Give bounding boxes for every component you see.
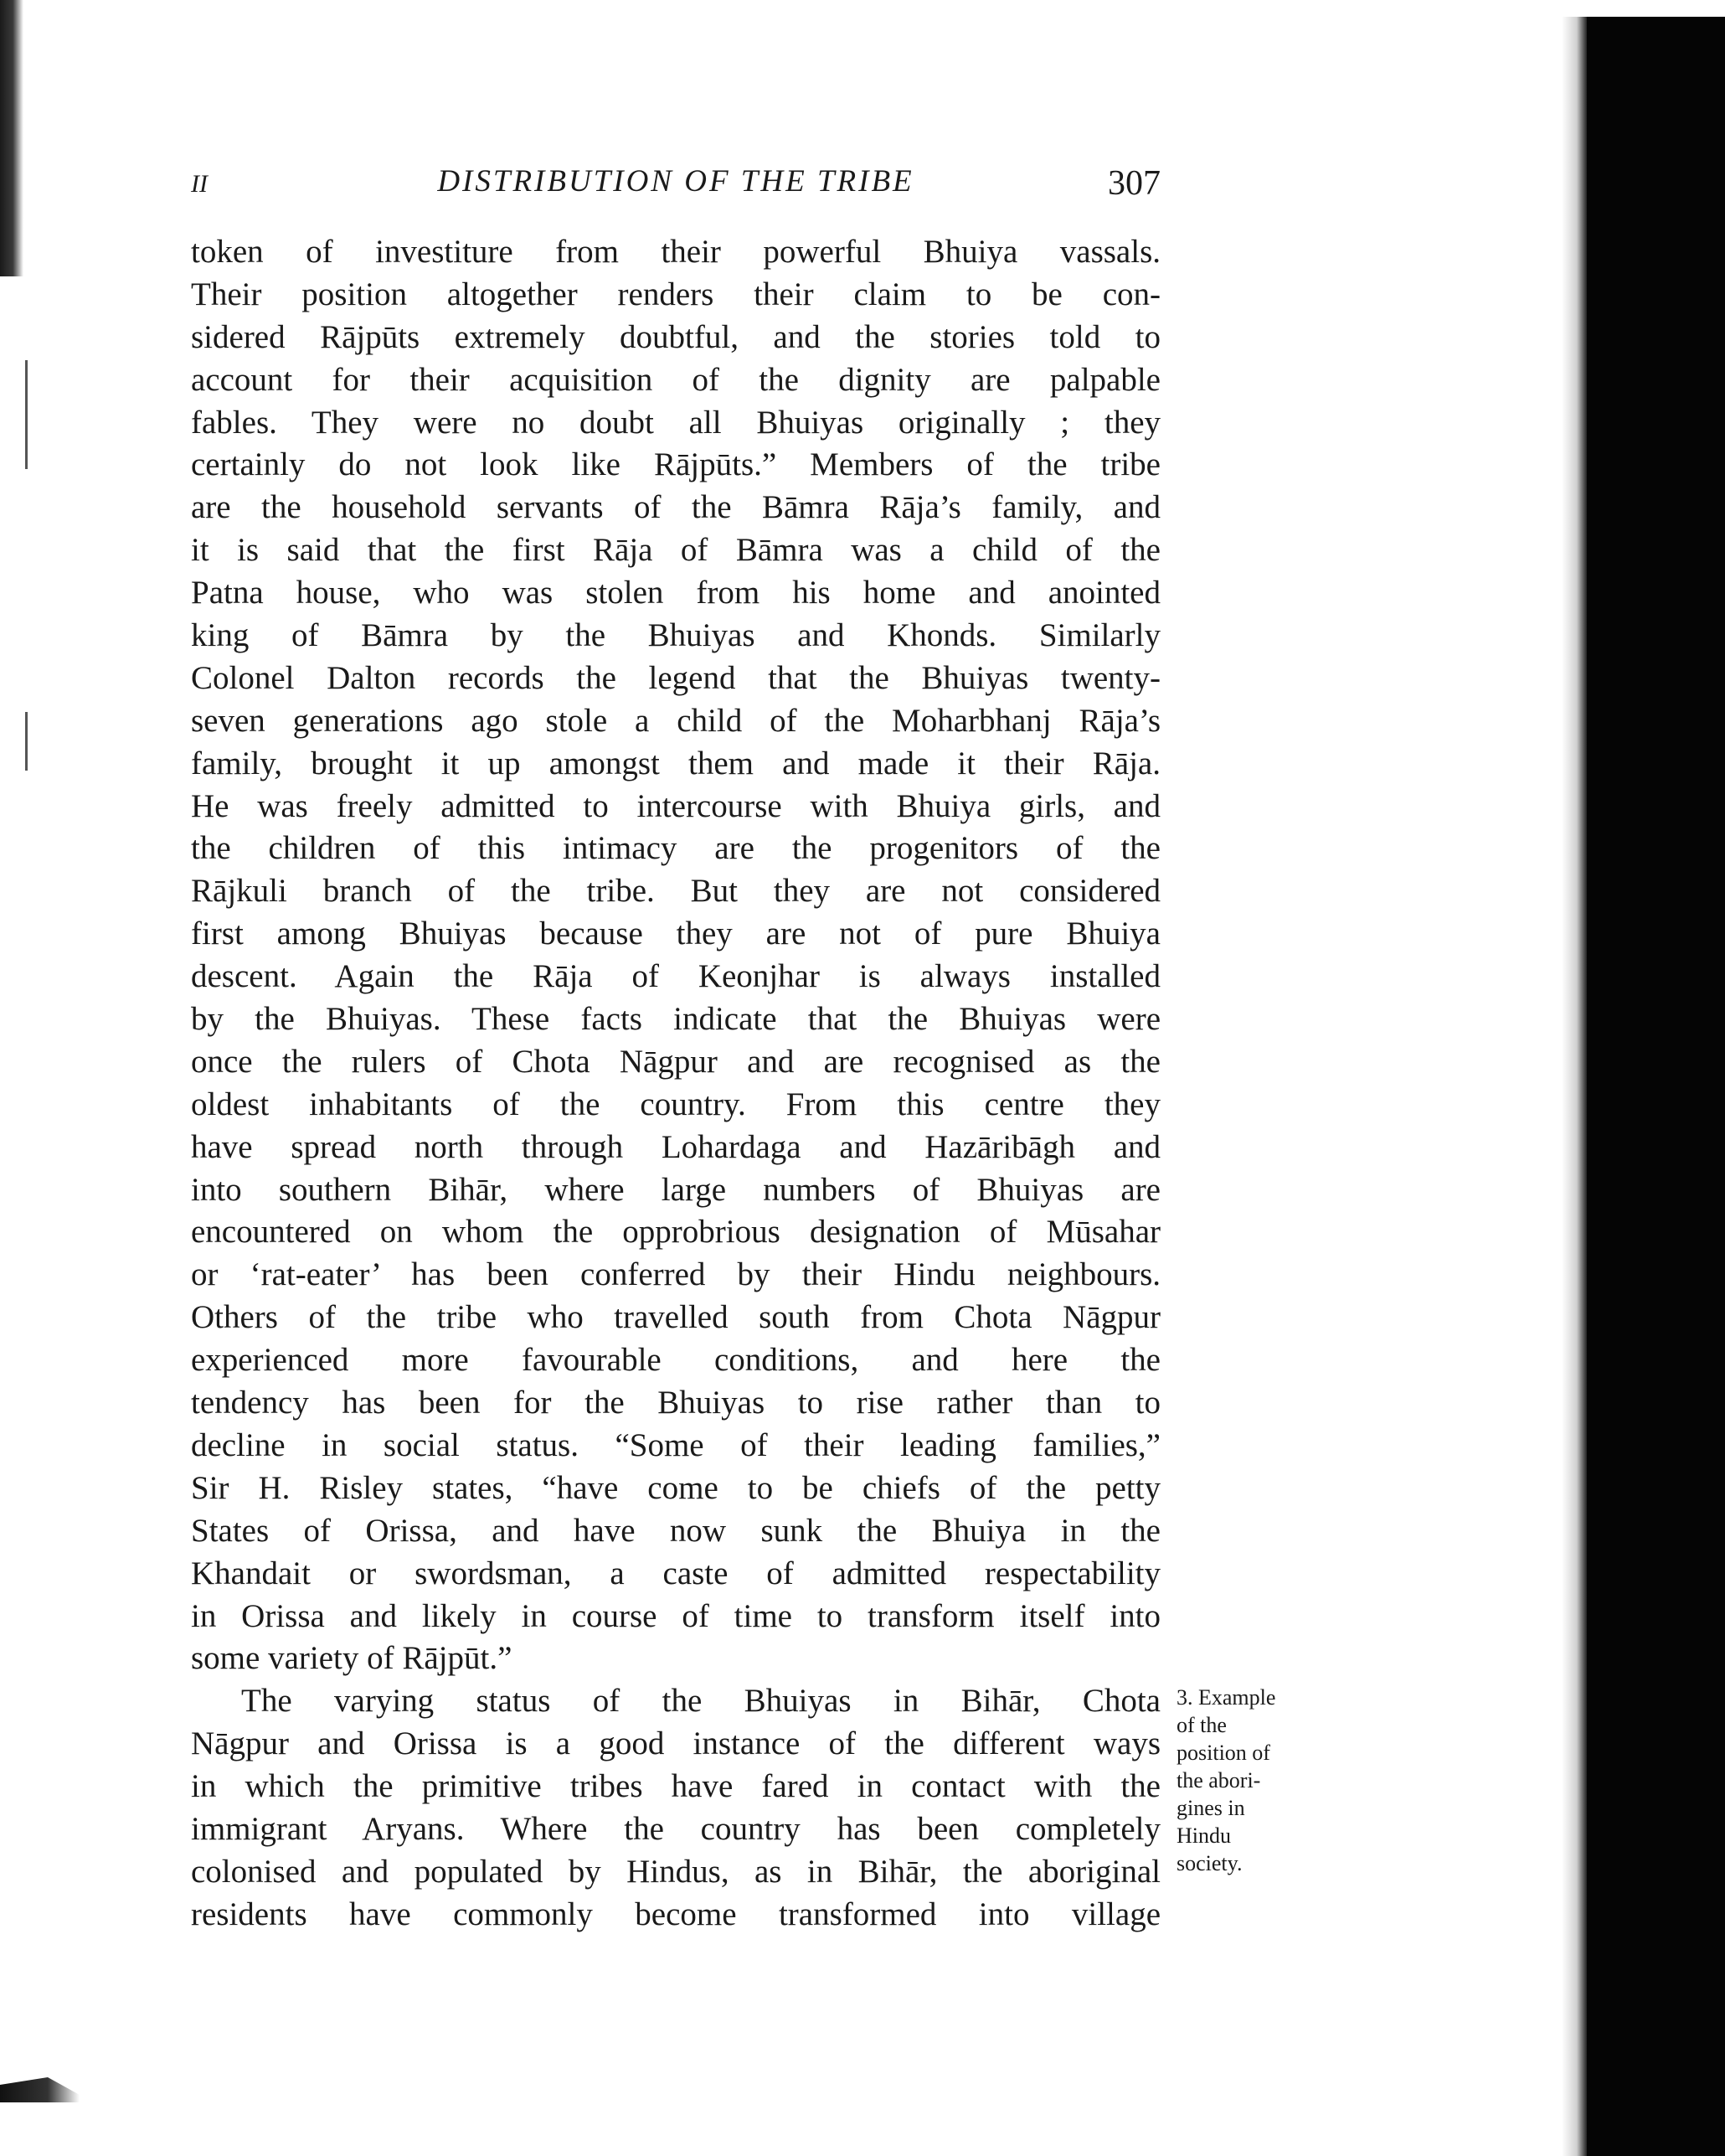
text-line: sidered Rājpūts extremely doubtful, and the stories told to [191, 318, 1161, 355]
text-line: descent. Again the Rāja of Keonjhar is always installed [191, 958, 1161, 995]
text-line: certainly do not look like Rājpūts.” Members of the tribe [191, 446, 1161, 483]
text-line: account for their acquisition of the dignity are palpable [191, 361, 1161, 398]
text-line: by the Bhuiyas. These facts indicate that the Bhuiyas were [191, 1001, 1161, 1038]
text-line: token of investiture from their powerful Bhuiya vassals. [191, 234, 1161, 270]
text-line: it is said that the first Rāja of Bāmra was a child of the [191, 532, 1161, 569]
margin-note-line: the abori- [1177, 1768, 1261, 1792]
text-line: experienced more favourable conditions, and here the [191, 1342, 1161, 1379]
paragraph-start-line: The varying status of the Bhuiyas in Bihār, Chota [241, 1683, 1161, 1720]
text-line: fables. They were no doubt all Bhuiyas originally ; they [191, 404, 1161, 441]
margin-note-line: society. [1177, 1851, 1243, 1875]
text-line: first among Bhuiyas because they are not of pure Bhuiya [191, 916, 1161, 952]
paragraph-end-line: some variety of Rājpūt.” [191, 1640, 512, 1677]
text-line: oldest inhabitants of the country. From this centre they [191, 1086, 1161, 1122]
text-line: Nāgpur and Orissa is a good instance of the different ways [191, 1725, 1161, 1762]
text-line: have spread north through Lohardaga and Hazāribāgh and [191, 1128, 1161, 1165]
text-line: family, brought it up amongst them and made it their Rāja. [191, 745, 1161, 781]
text-line: into southern Bihār, where large numbers of Bhuiyas are [191, 1171, 1161, 1208]
text-line: in which the primitive tribes have fared in contact with the [191, 1768, 1161, 1805]
margin-note-line: of the [1177, 1713, 1227, 1737]
text-line: Khandait or swordsman, a caste of admitted respectability [191, 1555, 1161, 1591]
body-text [191, 231, 1161, 1937]
text-line: seven generations ago stole a child of the Moharbhanj Rāja’s [191, 702, 1161, 739]
text-line: Patna house, who was stolen from his home and anointed [191, 575, 1161, 611]
text-line: once the rulers of Chota Nāgpur and are recognised as the [191, 1043, 1161, 1080]
running-header [191, 163, 1161, 212]
scan-edge-right [1587, 17, 1725, 2156]
text-line: the children of this intimacy are the progenitors of the [191, 830, 1161, 867]
margin-note-line: gines in [1177, 1796, 1245, 1820]
text-line: Their position altogether renders their claim to be con- [191, 276, 1161, 312]
margin-note-line: Hindu [1177, 1823, 1231, 1848]
text-line: or ‘rat-eater’ has been conferred by their Hindu neighbours. [191, 1256, 1161, 1293]
text-line: residents have commonly become transformed into village [191, 1896, 1161, 1932]
scan-gutter-shadow [1562, 17, 1587, 2156]
text-line: immigrant Aryans. Where the country has been completely [191, 1810, 1161, 1847]
margin-note-line: position of [1177, 1741, 1270, 1765]
scan-mark [25, 360, 28, 469]
text-line: in Orissa and likely in course of time to transform itself into [191, 1597, 1161, 1634]
text-line: States of Orissa, and have now sunk the Bhuiya in the [191, 1512, 1161, 1549]
page-number: 307 [1108, 164, 1161, 203]
text-line: Sir H. Risley states, “have come to be chiefs of the petty [191, 1469, 1161, 1506]
scan-mark [25, 712, 28, 771]
chapter-numeral: II [191, 170, 208, 198]
scan-edge-bottom-left [0, 2077, 80, 2102]
text-line: encountered on whom the opprobrious designation of Mūsahar [191, 1214, 1161, 1251]
text-line: Others of the tribe who travelled south from Chota Nāgpur [191, 1299, 1161, 1336]
margin-note [1177, 1684, 1319, 1877]
text-line: tendency has been for the Bhuiyas to rise rather than to [191, 1385, 1161, 1421]
text-line: He was freely admitted to intercourse with Bhuiya girls, and [191, 787, 1161, 824]
running-title: DISTRIBUTION OF THE TRIBE [437, 164, 914, 199]
text-line: Colonel Dalton records the legend that the Bhuiyas twenty- [191, 659, 1161, 696]
text-line: colonised and populated by Hindus, as in Bihār, the aboriginal [191, 1853, 1161, 1890]
scan-edge-left [0, 0, 23, 276]
margin-note-line: 3. Example [1177, 1685, 1276, 1710]
text-line: Rājkuli branch of the tribe. But they are not considered [191, 873, 1161, 910]
text-line: are the household servants of the Bāmra Rāja’s family, and [191, 489, 1161, 526]
text-line: king of Bāmra by the Bhuiyas and Khonds. Similarly [191, 617, 1161, 654]
text-line: decline in social status. “Some of their leading families,” [191, 1426, 1161, 1463]
